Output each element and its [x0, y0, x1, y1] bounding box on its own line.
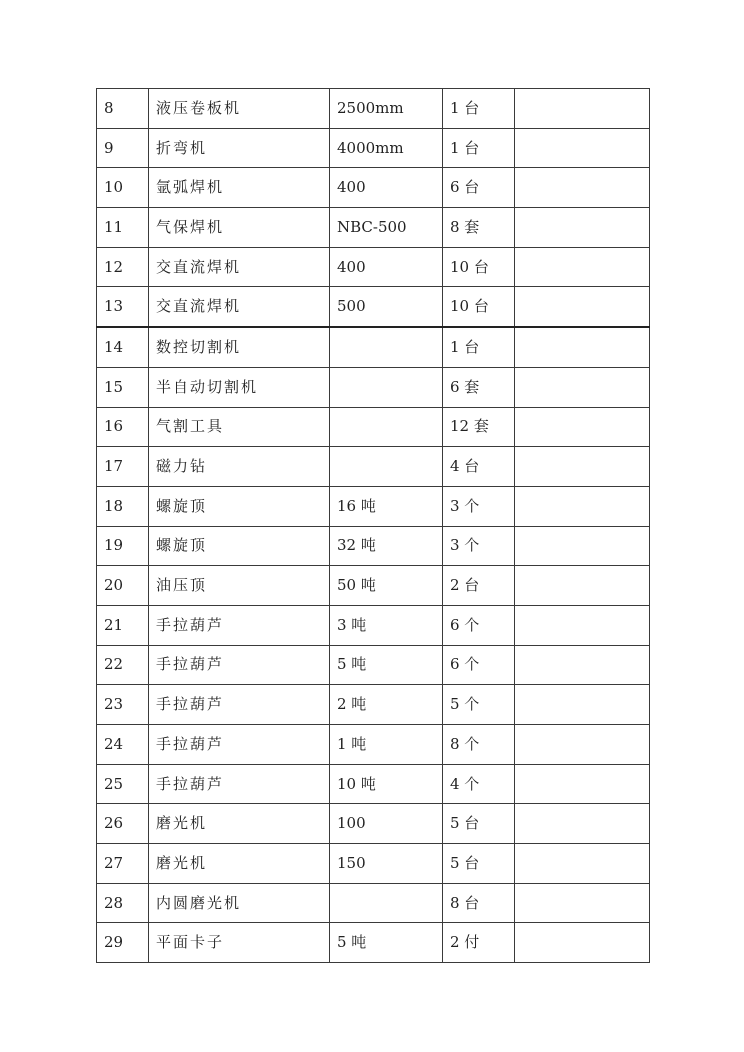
- equipment-quantity: 1 台: [443, 89, 515, 129]
- equipment-quantity: 5 个: [443, 685, 515, 725]
- table-row: [97, 645, 650, 685]
- table-row: [97, 605, 650, 645]
- row-number: 20: [97, 566, 149, 606]
- row-number: 14: [97, 327, 149, 367]
- equipment-table-body: [97, 89, 650, 963]
- table-row: [97, 486, 650, 526]
- row-number: 9: [97, 128, 149, 168]
- equipment-quantity: 2 台: [443, 566, 515, 606]
- equipment-note: [515, 247, 650, 287]
- equipment-note: [515, 367, 650, 407]
- equipment-name: 磨光机: [149, 844, 330, 884]
- equipment-name: 手拉葫芦: [149, 605, 330, 645]
- table-row: [97, 327, 650, 367]
- table-row: [97, 208, 650, 248]
- equipment-name: 手拉葫芦: [149, 685, 330, 725]
- equipment-note: [515, 447, 650, 487]
- equipment-spec: 2500mm: [330, 89, 443, 129]
- equipment-note: [515, 685, 650, 725]
- table-row: [97, 287, 650, 327]
- table-row: [97, 247, 650, 287]
- equipment-note: [515, 645, 650, 685]
- equipment-quantity: 6 套: [443, 367, 515, 407]
- equipment-spec: 500: [330, 287, 443, 327]
- row-number: 12: [97, 247, 149, 287]
- table-row: [97, 128, 650, 168]
- row-number: 19: [97, 526, 149, 566]
- equipment-name: 交直流焊机: [149, 247, 330, 287]
- equipment-quantity: 10 台: [443, 247, 515, 287]
- equipment-note: [515, 764, 650, 804]
- equipment-quantity: 2 付: [443, 923, 515, 963]
- equipment-spec: 10 吨: [330, 764, 443, 804]
- equipment-quantity: 8 个: [443, 725, 515, 765]
- row-number: 27: [97, 844, 149, 884]
- equipment-note: [515, 89, 650, 129]
- equipment-name: 手拉葫芦: [149, 764, 330, 804]
- equipment-name: 折弯机: [149, 128, 330, 168]
- equipment-spec: 400: [330, 247, 443, 287]
- equipment-quantity: 1 台: [443, 327, 515, 367]
- equipment-note: [515, 327, 650, 367]
- equipment-name: 气保焊机: [149, 208, 330, 248]
- table-row: [97, 685, 650, 725]
- equipment-note: [515, 605, 650, 645]
- equipment-name: 磁力钻: [149, 447, 330, 487]
- table-row: [97, 447, 650, 487]
- equipment-spec: 5 吨: [330, 645, 443, 685]
- equipment-spec: 2 吨: [330, 685, 443, 725]
- equipment-quantity: 6 台: [443, 168, 515, 208]
- equipment-name: 螺旋顶: [149, 486, 330, 526]
- equipment-name: 螺旋顶: [149, 526, 330, 566]
- row-number: 17: [97, 447, 149, 487]
- equipment-quantity: 8 台: [443, 883, 515, 923]
- equipment-name: 手拉葫芦: [149, 725, 330, 765]
- equipment-note: [515, 804, 650, 844]
- equipment-note: [515, 526, 650, 566]
- equipment-name: 油压顶: [149, 566, 330, 606]
- equipment-spec: 5 吨: [330, 923, 443, 963]
- equipment-name: 磨光机: [149, 804, 330, 844]
- table-row: [97, 367, 650, 407]
- equipment-name: 数控切割机: [149, 327, 330, 367]
- equipment-note: [515, 208, 650, 248]
- table-row: [97, 168, 650, 208]
- equipment-spec: [330, 447, 443, 487]
- equipment-quantity: 3 个: [443, 486, 515, 526]
- row-number: 25: [97, 764, 149, 804]
- equipment-name: 液压卷板机: [149, 89, 330, 129]
- table-row: [97, 725, 650, 765]
- table-row: [97, 407, 650, 447]
- row-number: 29: [97, 923, 149, 963]
- equipment-name: 氩弧焊机: [149, 168, 330, 208]
- equipment-quantity: 12 套: [443, 407, 515, 447]
- equipment-name: 气割工具: [149, 407, 330, 447]
- equipment-spec: [330, 883, 443, 923]
- row-number: 26: [97, 804, 149, 844]
- row-number: 15: [97, 367, 149, 407]
- equipment-note: [515, 168, 650, 208]
- equipment-quantity: 8 套: [443, 208, 515, 248]
- equipment-spec: 150: [330, 844, 443, 884]
- equipment-note: [515, 407, 650, 447]
- row-number: 22: [97, 645, 149, 685]
- equipment-spec: 32 吨: [330, 526, 443, 566]
- equipment-note: [515, 128, 650, 168]
- equipment-spec: 400: [330, 168, 443, 208]
- equipment-note: [515, 566, 650, 606]
- equipment-spec: [330, 407, 443, 447]
- equipment-note: [515, 883, 650, 923]
- equipment-quantity: 4 台: [443, 447, 515, 487]
- equipment-spec: NBC-500: [330, 208, 443, 248]
- equipment-spec: 50 吨: [330, 566, 443, 606]
- row-number: 11: [97, 208, 149, 248]
- equipment-quantity: 6 个: [443, 605, 515, 645]
- row-number: 28: [97, 883, 149, 923]
- equipment-spec: [330, 327, 443, 367]
- row-number: 8: [97, 89, 149, 129]
- equipment-spec: 100: [330, 804, 443, 844]
- equipment-quantity: 3 个: [443, 526, 515, 566]
- equipment-note: [515, 844, 650, 884]
- row-number: 24: [97, 725, 149, 765]
- equipment-quantity: 5 台: [443, 804, 515, 844]
- equipment-note: [515, 287, 650, 327]
- equipment-name: 交直流焊机: [149, 287, 330, 327]
- equipment-spec: 4000mm: [330, 128, 443, 168]
- equipment-note: [515, 923, 650, 963]
- table-row: [97, 844, 650, 884]
- equipment-quantity: 6 个: [443, 645, 515, 685]
- equipment-table: [96, 88, 650, 963]
- row-number: 23: [97, 685, 149, 725]
- equipment-spec: 3 吨: [330, 605, 443, 645]
- equipment-note: [515, 725, 650, 765]
- table-row: [97, 764, 650, 804]
- equipment-name: 内圆磨光机: [149, 883, 330, 923]
- equipment-quantity: 5 台: [443, 844, 515, 884]
- equipment-spec: 16 吨: [330, 486, 443, 526]
- row-number: 13: [97, 287, 149, 327]
- table-row: [97, 883, 650, 923]
- row-number: 21: [97, 605, 149, 645]
- row-number: 10: [97, 168, 149, 208]
- equipment-name: 手拉葫芦: [149, 645, 330, 685]
- equipment-note: [515, 486, 650, 526]
- table-row: [97, 89, 650, 129]
- table-row: [97, 526, 650, 566]
- equipment-quantity: 4 个: [443, 764, 515, 804]
- equipment-quantity: 10 台: [443, 287, 515, 327]
- table-row: [97, 804, 650, 844]
- table-row: [97, 566, 650, 606]
- equipment-name: 半自动切割机: [149, 367, 330, 407]
- equipment-quantity: 1 台: [443, 128, 515, 168]
- equipment-name: 平面卡子: [149, 923, 330, 963]
- row-number: 16: [97, 407, 149, 447]
- table-row: [97, 923, 650, 963]
- equipment-spec: 1 吨: [330, 725, 443, 765]
- equipment-spec: [330, 367, 443, 407]
- row-number: 18: [97, 486, 149, 526]
